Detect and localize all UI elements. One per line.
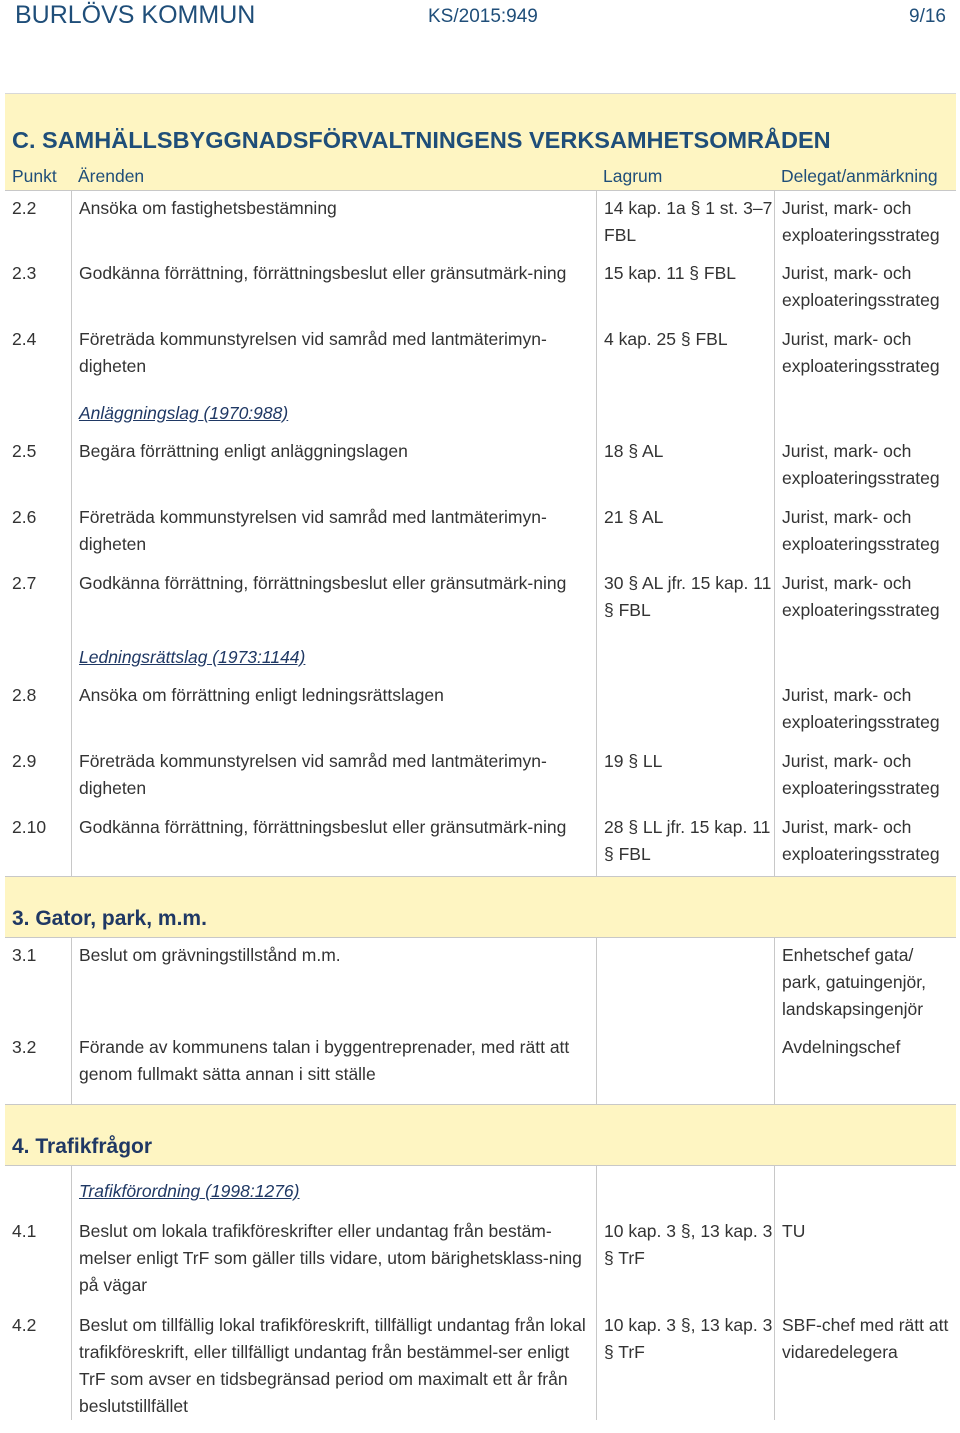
table-row xyxy=(5,1214,956,1308)
cell-lagrum: 14 kap. 1a § 1 st. 3–7 FBL xyxy=(596,191,774,256)
cell-delegat: Jurist, mark- och exploateringsstrateg xyxy=(774,744,956,810)
cell-arende: Företräda kommunstyrelsen vid samråd med lantmäterimyn-digheten xyxy=(71,500,596,566)
cell-arende: Ansöka om förrättning enligt ledningsrättslagen xyxy=(71,678,596,744)
table-row xyxy=(5,810,956,876)
cell-punkt: 2.4 xyxy=(12,329,37,349)
cell-lagrum xyxy=(596,678,774,744)
table-row xyxy=(5,500,956,566)
cell-punkt xyxy=(5,1166,71,1214)
cell-delegat xyxy=(774,388,956,434)
table-row xyxy=(5,322,956,388)
column-header-punkt: Punkt xyxy=(12,166,57,186)
cell-arende: Företräda kommunstyrelsen vid samråd med lantmäterimyn-digheten xyxy=(71,744,596,810)
table-row xyxy=(5,566,956,632)
cell-delegat: Jurist, mark- och exploateringsstrateg xyxy=(774,678,956,744)
cell-delegat xyxy=(774,632,956,678)
column-header-delegat: Delegat/anmärkning xyxy=(781,166,938,186)
cell-delegat: Jurist, mark- och exploateringsstrateg xyxy=(774,191,956,256)
cell-punkt xyxy=(5,632,71,678)
cell-arende: Företräda kommunstyrelsen vid samråd med lantmäterimyn-digheten xyxy=(71,322,596,388)
cell-punkt: 3.2 xyxy=(12,1037,37,1057)
subheading-row xyxy=(5,1166,956,1214)
law-subheading: Ledningsrättslag (1973:1144) xyxy=(71,632,596,678)
cell-lagrum xyxy=(596,938,774,1030)
cell-arende: Förande av kommunens talan i byggentreprenader, med rätt att genom fullmakt sätta annan i sitt ställe xyxy=(71,1030,596,1104)
column-headers xyxy=(5,164,956,191)
table-row xyxy=(5,1030,956,1104)
cell-punkt: 4.1 xyxy=(12,1221,37,1241)
cell-delegat: SBF-chef med rätt att vidaredelegera xyxy=(774,1308,956,1420)
cell-lagrum xyxy=(596,388,774,434)
cell-delegat: Enhetschef gata/ park, gatuingenjör, landskapsingenjör xyxy=(774,938,956,1030)
cell-arende: Ansöka om fastighetsbestämning xyxy=(71,191,596,256)
cell-punkt: 2.7 xyxy=(12,573,37,593)
case-reference: KS/2015:949 xyxy=(428,6,538,27)
table-row xyxy=(5,1308,956,1416)
cell-delegat: Jurist, mark- och exploateringsstrateg xyxy=(774,256,956,322)
table-row xyxy=(5,256,956,322)
cell-delegat: Jurist, mark- och exploateringsstrateg xyxy=(774,500,956,566)
cell-delegat: Jurist, mark- och exploateringsstrateg xyxy=(774,434,956,500)
subheading-row xyxy=(5,388,956,434)
cell-punkt: 2.2 xyxy=(12,198,37,218)
cell-arende: Beslut om lokala trafikföreskrifter eller undantag från bestäm-melser enligt TrF som gäller tills vidare, utom bärighetsklass-ning på vägar xyxy=(71,1214,596,1308)
cell-lagrum: 21 § AL xyxy=(596,500,774,566)
cell-arende: Begära förrättning enligt anläggningslagen xyxy=(71,434,596,500)
cell-punkt: 2.3 xyxy=(12,263,37,283)
cell-punkt: 2.10 xyxy=(12,817,47,837)
cell-punkt: 2.6 xyxy=(12,507,37,527)
cell-lagrum: 4 kap. 25 § FBL xyxy=(596,322,774,388)
cell-punkt: 2.8 xyxy=(12,685,37,705)
subheading-row xyxy=(5,632,956,678)
cell-arende: Beslut om tillfällig lokal trafikföreskrift, tillfälligt undantag från lokal trafikföreskrift, eller tillfälligt undantag från bestämmel-ser enligt TrF som avser en tidsbegränsad period om maximalt ett år från beslutstillfället xyxy=(71,1308,596,1420)
cell-lagrum: 18 § AL xyxy=(596,434,774,500)
cell-lagrum xyxy=(596,1166,774,1214)
cell-delegat: Jurist, mark- och exploateringsstrateg xyxy=(774,322,956,388)
table-row xyxy=(5,434,956,500)
cell-lagrum: 30 § AL jfr. 15 kap. 11 § FBL xyxy=(596,566,774,632)
column-header-arenden: Ärenden xyxy=(78,166,145,186)
cell-arende: Godkänna förrättning, förrättningsbeslut eller gränsutmärk-ning xyxy=(71,256,596,322)
section-heading: 3. Gator, park, m.m. xyxy=(5,876,956,938)
cell-lagrum: 10 kap. 3 §, 13 kap. 3 § TrF xyxy=(596,1214,774,1308)
table-row xyxy=(5,744,956,810)
cell-delegat xyxy=(774,1166,956,1214)
cell-lagrum: 15 kap. 11 § FBL xyxy=(596,256,774,322)
page-number: 9/16 xyxy=(909,6,946,27)
cell-lagrum: 19 § LL xyxy=(596,744,774,810)
column-header-lagrum: Lagrum xyxy=(603,166,663,186)
section-heading: 4. Trafikfrågor xyxy=(5,1104,956,1166)
section-title: C. SAMHÄLLSBYGGNADSFÖRVALTNINGENS VERKSAMHETSOMRÅDEN xyxy=(5,93,956,164)
cell-delegat: TU xyxy=(774,1214,956,1308)
delegation-table xyxy=(5,93,956,1416)
cell-punkt: 2.5 xyxy=(12,441,37,461)
table-row xyxy=(5,191,956,256)
cell-arende: Godkänna förrättning, förrättningsbeslut eller gränsutmärk-ning xyxy=(71,566,596,632)
table-body xyxy=(5,191,956,1416)
cell-lagrum xyxy=(596,632,774,678)
cell-punkt xyxy=(5,388,71,434)
cell-lagrum: 10 kap. 3 §, 13 kap. 3 § TrF xyxy=(596,1308,774,1420)
cell-punkt: 4.2 xyxy=(12,1315,37,1335)
cell-delegat: Jurist, mark- och exploateringsstrateg xyxy=(774,810,956,876)
page-header xyxy=(0,0,960,34)
cell-delegat: Jurist, mark- och exploateringsstrateg xyxy=(774,566,956,632)
cell-punkt: 3.1 xyxy=(12,945,37,965)
cell-delegat: Avdelningschef xyxy=(774,1030,956,1104)
cell-lagrum: 28 § LL jfr. 15 kap. 11 § FBL xyxy=(596,810,774,876)
cell-punkt: 2.9 xyxy=(12,751,37,771)
cell-arende: Godkänna förrättning, förrättningsbeslut eller gränsutmärk-ning xyxy=(71,810,596,876)
table-row xyxy=(5,678,956,744)
law-subheading: Anläggningslag (1970:988) xyxy=(71,388,596,434)
table-row xyxy=(5,938,956,1030)
organization-name: BURLÖVS KOMMUN xyxy=(15,1,256,29)
cell-lagrum xyxy=(596,1030,774,1104)
cell-arende: Beslut om grävningstillstånd m.m. xyxy=(71,938,596,1030)
law-subheading: Trafikförordning (1998:1276) xyxy=(71,1166,596,1214)
